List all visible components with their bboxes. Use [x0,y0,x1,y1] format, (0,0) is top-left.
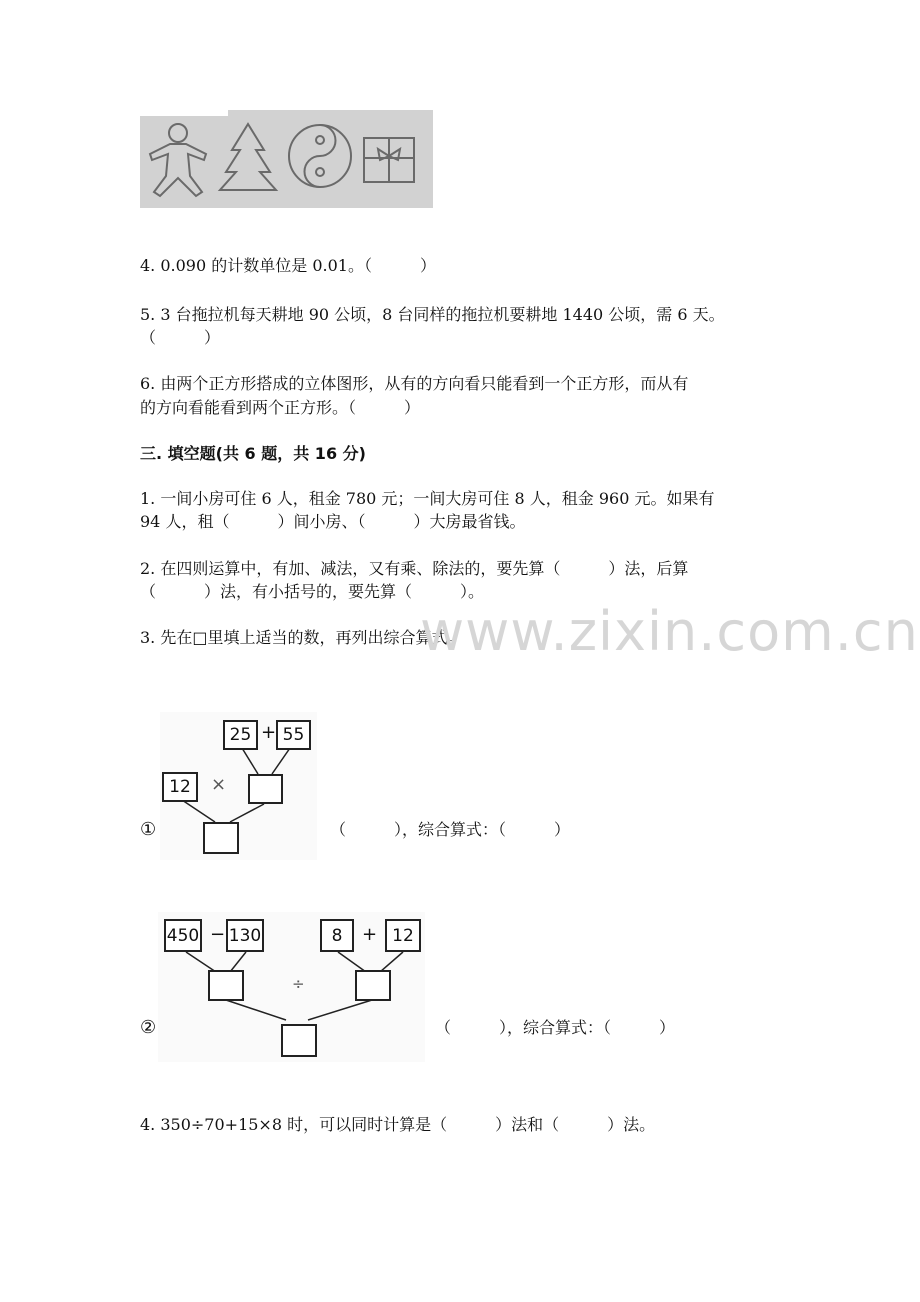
tree2-blank-box-result[interactable] [281,1024,317,1057]
tree1-marker: ① [140,819,157,840]
tree2-marker: ② [140,1017,157,1038]
fill-question-1-line2: 94 人，租（ ）间小房、（ ）大房最省钱。 [140,512,526,531]
tree2-answer: （ ），综合算式：（ ） [435,1018,676,1037]
tree1-number-25: 25 [223,720,258,750]
judge-question-6-line2: 的方向看能看到两个正方形。（ ） [140,398,421,417]
tree2-number-130: 130 [226,919,264,952]
gift-box-icon [364,138,414,182]
fill-question-2-line2: （ ）法，有小括号的，要先算（ ）。 [140,582,485,601]
judge-question-4: 4. 0.090 的计数单位是 0.01。（ ） [140,256,436,275]
tree2-number-450: 450 [164,919,202,952]
watermark: www.zixin.com.cn [420,600,919,663]
tree2-blank-box-right[interactable] [355,970,391,1001]
fill-question-2-line1: 2. 在四则运算中，有加、减法，又有乘、除法的，要先算（ ）法，后算 [140,559,689,578]
tree1-plus-sign: + [261,722,277,743]
yin-yang-icon [289,125,351,187]
tree1-blank-box-sum[interactable] [248,774,283,804]
section-heading: 三. 填空题(共 6 题，共 16 分) [140,444,366,463]
fill-question-3: 3. 先在□里填上适当的数，再列出综合算式。 [140,628,464,647]
tree2-minus-sign: − [210,924,226,945]
tree1-number-55: 55 [276,720,311,750]
fill-question-1-line1: 1. 一间小房可住 6 人，租金 780 元；一间大房可住 8 人，租金 960 元。如果有 [140,489,715,508]
tree2-blank-box-left[interactable] [208,970,244,1001]
tree2-plus-sign: + [362,924,378,945]
tree1-times-sign: × [211,774,227,795]
symmetric-figures [140,116,433,208]
christmas-tree-icon [220,124,276,190]
gingerbread-man-icon [150,124,206,196]
judge-question-5-line2: （ ） [140,328,221,347]
tree1-number-12: 12 [162,772,198,802]
fill-question-4: 4. 350÷70+15×8 时，可以同时计算是（ ）法和（ ）法。 [140,1115,656,1134]
tree2-number-8: 8 [320,919,354,952]
judge-question-5-line1: 5. 3 台拖拉机每天耕地 90 公顷，8 台同样的拖拉机要耕地 1440 公顷，需 6 天。 [140,305,725,324]
tree1-answer: （ ），综合算式：（ ） [330,820,571,839]
tree2-number-12: 12 [385,919,421,952]
judge-question-6-line1: 6. 由两个正方形搭成的立体图形，从有的方向看只能看到一个正方形，而从有 [140,374,689,393]
tree1-blank-box-result[interactable] [203,822,239,854]
tree2-divide-sign: ÷ [292,975,305,993]
